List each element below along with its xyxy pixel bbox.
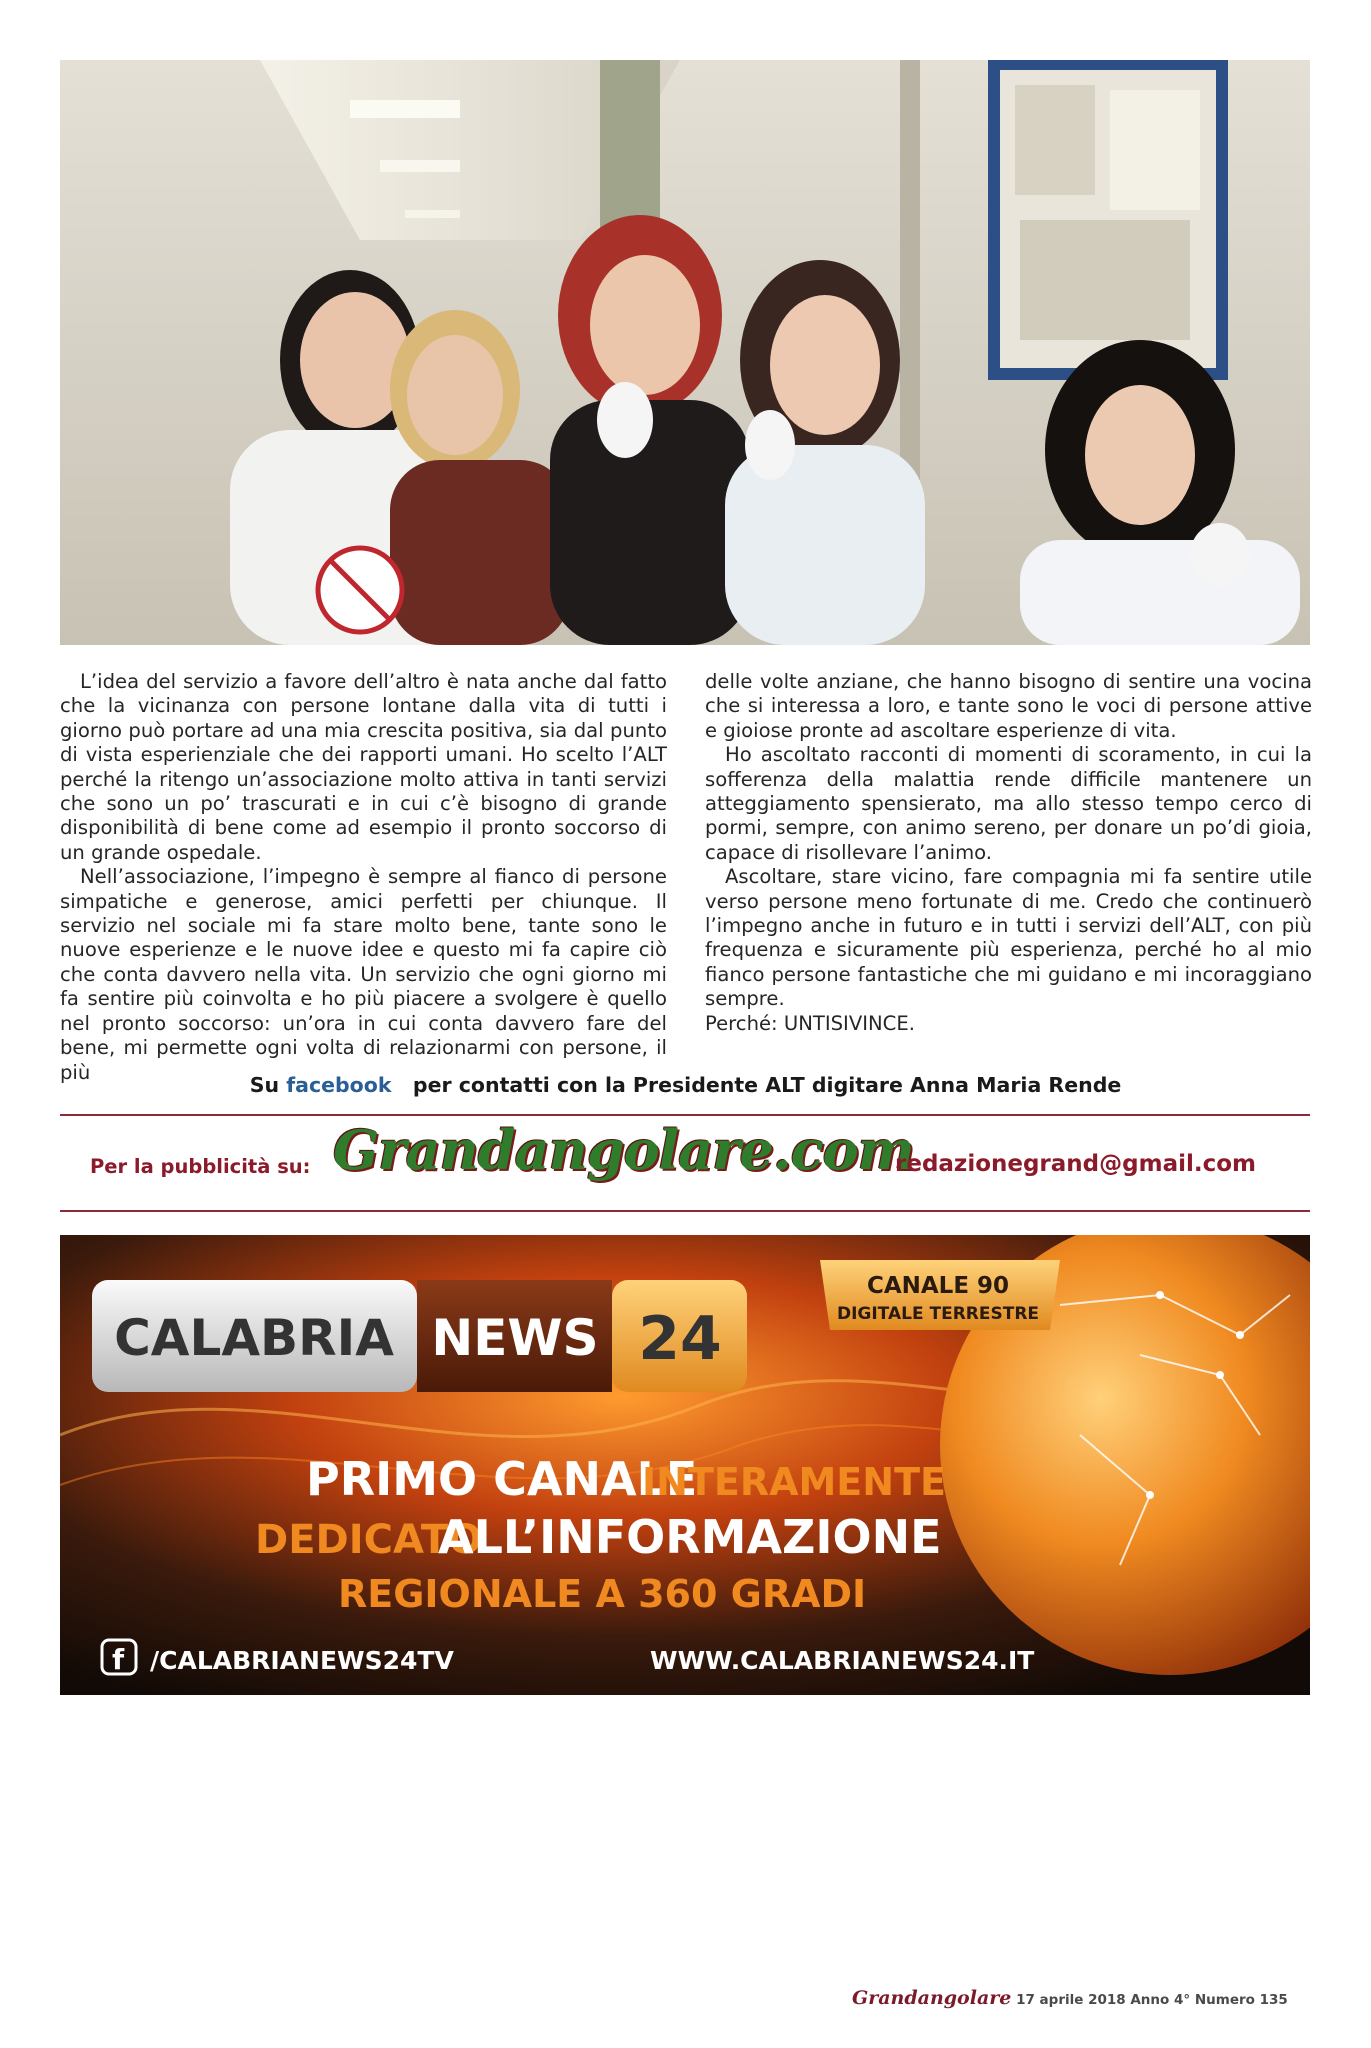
- channel-type: DIGITALE TERRESTRE: [836, 1304, 1040, 1324]
- article-paragraph: L’idea del servizio a favore dell’altro è nata anche dal fatto che la vicinanza con persone lontane dalla vita di tutti i giorno può portare ad una mia crescita positiva, sia dal punto di vista esperienziale che dei rapporti umani. Ho scelto l’ALT perché la ritengo un’associazione molto attiva in tanti servizi che sono un po’ trascurati e in cui c’è bisogno di grande disponibilità di bene come ad esempio il pronto soccorso di un grande ospedale.: [60, 670, 667, 864]
- promo-email[interactable]: redazionegrand@gmail.com: [895, 1151, 1256, 1177]
- ad-facebook-handle: /CALABRIANEWS24TV: [150, 1646, 454, 1675]
- article-paragraph: Nell’associazione, l’impegno è sempre al fianco di persone simpatiche e generose, amici perfetti per chiunque. Il servizio nel sociale mi fa stare molto bene, tante sono le nuove esperienze e le nuove idee e questo mi fa capire ciò che conta davvero nella vita. Un servizio che ogni giorno mi fa sentire più coinvolta e ho più piacere a svolgere è quello nel pronto soccorso: un’ora in cui conta davvero fare del bene, mi permette ogni volta di relazionarmi con persone, il più: [60, 865, 667, 1084]
- slogan-part4: ALL’INFORMAZIONE: [438, 1510, 942, 1564]
- facebook-contact-line: [0, 1073, 1371, 1097]
- article-paragraph: delle volte anziane, che hanno bisogno di sentire una vocina che si interessa a loro, e tante sono le voci di persone attive e gioiose pronte ad ascoltare esperienze di vita.: [705, 670, 1312, 742]
- svg-text:f: f: [112, 1643, 125, 1676]
- article-signoff: Perché: UNTISIVINCE.: [705, 1011, 915, 1035]
- page-footer: [852, 1987, 1288, 2009]
- promo-label: Per la pubblicità su:: [90, 1155, 311, 1178]
- footer-brand: Grandangolare: [852, 1987, 1012, 2009]
- logo-calabria: CALABRIA: [114, 1309, 394, 1367]
- slogan-part3: DEDICATO: [255, 1517, 483, 1563]
- article-paragraph: Ascoltare, stare vicino, fare compagnia mi fa sentire utile verso persone meno fortunate di me. Credo che continuerò l’impegno anche in futuro e in tutti i servizi dell’ALT, con più frequenza e sicuramente più esperienza, perché ho al mio fianco persone fantastiche che mi guidano e mi incoraggiano sempre.: [705, 865, 1312, 1011]
- channel-number: CANALE 90: [866, 1273, 1010, 1299]
- contact-suffix: per contatti con la Presidente ALT digitare Anna Maria Rende: [412, 1073, 1122, 1097]
- article-photo: [60, 60, 1310, 645]
- logo-news: NEWS: [431, 1309, 599, 1367]
- article-paragraph: Ho ascoltato racconti di momenti di scoramento, in cui la sofferenza della malattia rende difficile mantenere un atteggiamento spensierato, ma allo stesso tempo cerco di pormi, sempre, con animo sereno, per donare un po’di gioia, capace di risollevare l’animo.: [705, 743, 1312, 864]
- calabria-news-ad[interactable]: [60, 1235, 1310, 1695]
- divider-bottom: [60, 1210, 1310, 1212]
- promo-site-logo[interactable]: Grandangolare.com: [333, 1118, 914, 1182]
- facebook-link[interactable]: facebook: [286, 1073, 392, 1097]
- ad-website: WWW.CALABRIANEWS24.IT: [650, 1646, 1035, 1675]
- slogan-part1: PRIMO CANALE: [306, 1452, 698, 1506]
- contact-prefix: Su: [249, 1073, 280, 1097]
- footer-issue: 17 aprile 2018 Anno 4° Numero 135: [1016, 1992, 1288, 2008]
- article-column-right: [705, 670, 1312, 1036]
- divider-top: [60, 1114, 1310, 1116]
- article-column-left: [60, 670, 667, 1085]
- slogan-part2: INTERAMENTE: [642, 1460, 946, 1504]
- slogan-part5: REGIONALE A 360 GRADI: [338, 1572, 867, 1616]
- logo-24: 24: [638, 1304, 722, 1374]
